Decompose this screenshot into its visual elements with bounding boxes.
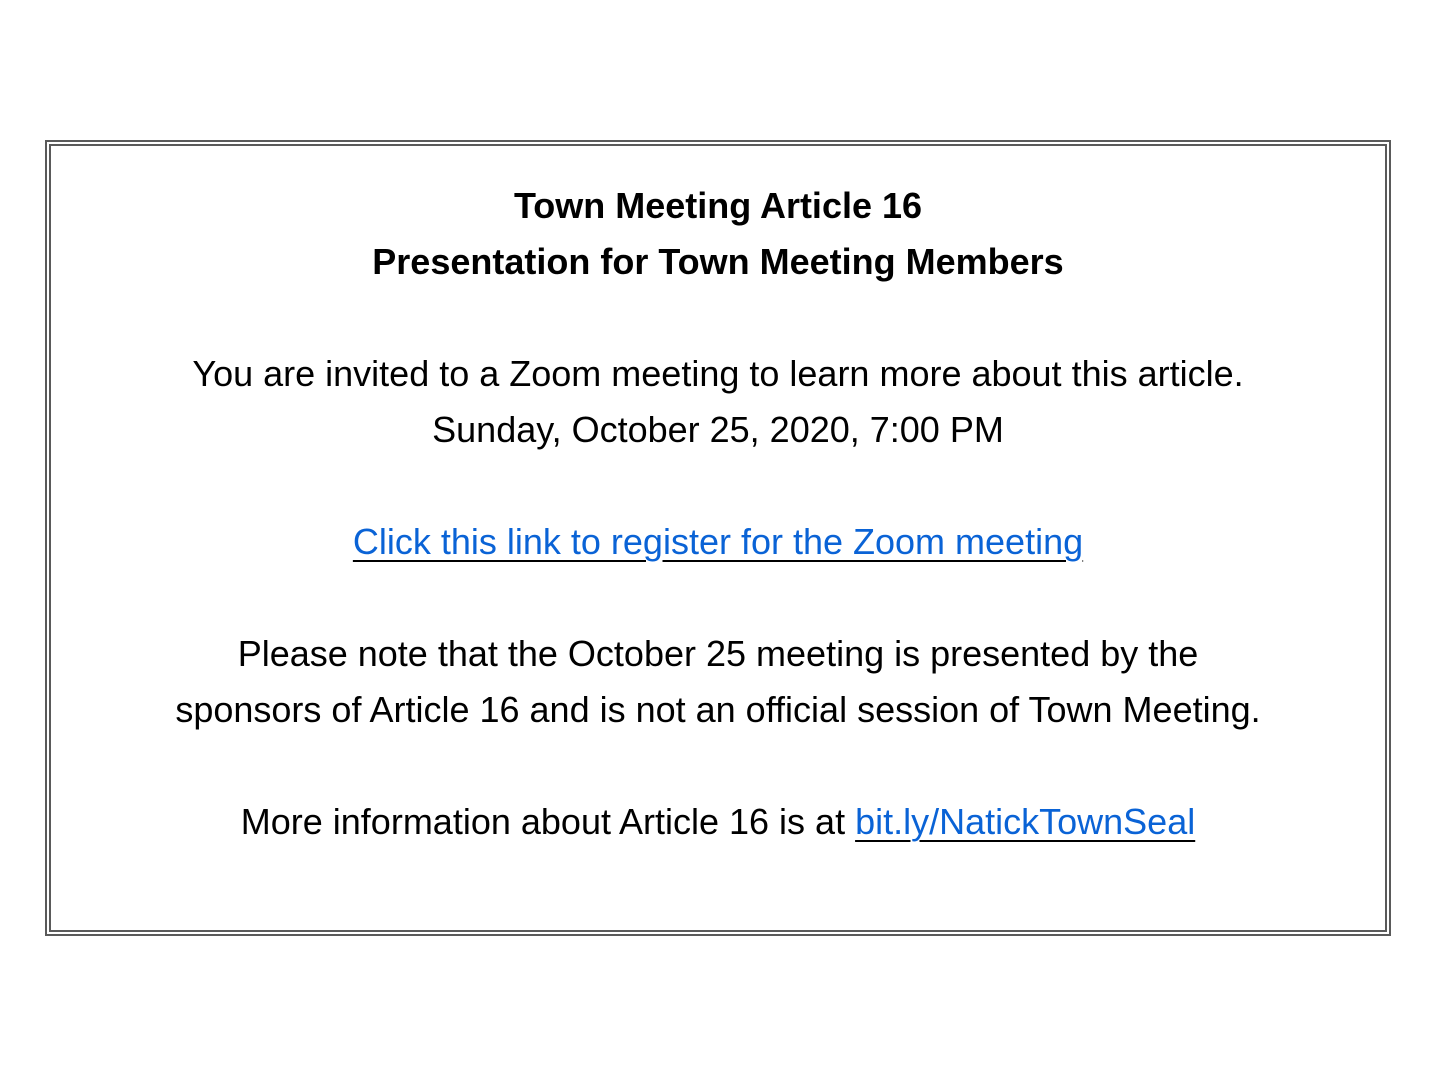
note-line-2: sponsors of Article 16 and is not an official session of Town Meeting. (175, 689, 1261, 730)
spacer (51, 738, 1385, 794)
title-line-2: Presentation for Town Meeting Members (372, 241, 1064, 282)
register-link-row (51, 514, 1385, 570)
register-link[interactable]: Click this link to register for the Zoom meeting (352, 521, 1084, 562)
meeting-datetime: Sunday, October 25, 2020, 7:00 PM (432, 409, 1004, 450)
notice-content (51, 146, 1385, 930)
spacer (51, 290, 1385, 346)
note-line-1: Please note that the October 25 meeting is presented by the (237, 633, 1199, 674)
spacer (51, 570, 1385, 626)
more-info-link[interactable]: bit.ly/NatickTownSeal (855, 801, 1196, 842)
notice-box (45, 140, 1391, 936)
spacer (51, 458, 1385, 514)
more-info-text: More information about Article 16 is at (240, 801, 856, 842)
more-info-row (51, 794, 1385, 850)
title-line-1: Town Meeting Article 16 (513, 185, 923, 226)
invite-line: You are invited to a Zoom meeting to learn more about this article. (192, 353, 1244, 394)
